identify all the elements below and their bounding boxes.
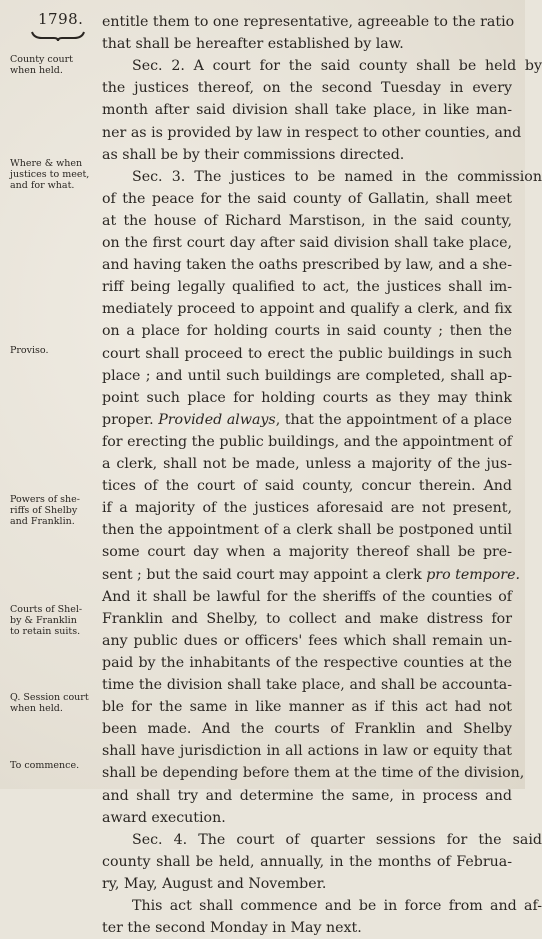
page-year: 1798.: [38, 10, 84, 28]
margin-note-text: County court: [10, 54, 73, 65]
body-line: tices of the court of said county, concur therein. And: [102, 478, 512, 495]
margin-note-text: Powers of she-: [10, 494, 80, 505]
margin-note-line: [10, 345, 102, 356]
margin-note-line: [10, 494, 102, 527]
body-line: time the division shall take place, and shall be accounta-: [102, 677, 512, 693]
body-line: And it shall be lawful for the sheriffs of the counties of: [102, 588, 512, 605]
body-line: ter the second Monday in May next.: [102, 920, 362, 937]
body-line: mediately proceed to appoint and qualify a clerk, and fix: [102, 301, 512, 318]
margin-note-text: riffs of Shelby: [10, 505, 78, 516]
body-line: riff being legally qualified to act, the justices shall im-: [102, 279, 512, 296]
body-line: point such place for holding courts as they may think: [102, 389, 512, 406]
pro-tempore-italic: pro tempore.: [426, 566, 520, 583]
body-line: sent ; but the said court may appoint a clerk pro tempore.: [102, 566, 520, 583]
body-line: Sec. 3. The justices to be named in the commission: [132, 168, 542, 185]
body-line: and having taken the oaths prescribed by law, and a she-: [102, 257, 512, 274]
body-line: paid by the inhabitants of the respective counties at the: [102, 654, 512, 671]
body-line: entitle them to one representative, agreeable to the ratio: [102, 14, 515, 30]
body-line: on the first court day after said division shall take place,: [102, 235, 512, 251]
proviso-rest: , that the appointment of a place: [275, 411, 512, 428]
margin-note-line: [10, 604, 102, 637]
body-line: ner as is provided by law in respect to other counties, and: [102, 124, 522, 141]
body-line: shall be depending before them at the time of the division,: [102, 765, 525, 782]
body-line: for erecting the public buildings, and the appointment of: [102, 433, 513, 450]
margin-note-text: Where & when: [10, 158, 83, 169]
margin-note-quarter-session: [10, 692, 102, 714]
margin-note-text: To commence.: [10, 760, 80, 771]
body-line: shall have jurisdiction in all actions in law or equity that: [102, 743, 512, 760]
margin-note-text: when held.: [10, 703, 63, 714]
body-line: award execution.: [102, 809, 226, 826]
margin-note-proviso: [10, 345, 102, 356]
body-line: ry, May, August and November.: [102, 875, 327, 892]
margin-note-text: justices to meet,: [10, 169, 90, 180]
margin-note-county-court: [10, 54, 102, 76]
body-line: on a place for holding courts in said county ; then the: [102, 323, 512, 340]
body-line: as shall be by their commissions directed.: [102, 146, 405, 163]
body-line: been made. And the courts of Franklin and Shelby: [102, 721, 512, 738]
margin-note-commence: [10, 760, 102, 771]
margin-note-text: and Franklin.: [10, 516, 75, 527]
body-line: and shall try and determine the same, in process and: [102, 787, 512, 804]
margin-note-text: Proviso.: [10, 345, 49, 356]
body-line: place ; and until such buildings are completed, shall ap-: [102, 367, 512, 384]
margin-note-line: [10, 158, 102, 191]
margin-note-line: [10, 692, 102, 714]
margin-note-text: when held.: [10, 65, 63, 76]
body-line: Franklin and Shelby, to collect and make distress for: [102, 610, 512, 627]
margin-note-line: [10, 54, 102, 76]
margin-note-text: Q. Session court: [10, 692, 89, 703]
margin-note-text: to retain suits.: [10, 626, 81, 637]
body-line: some court day when a majority thereof shall be pre-: [102, 544, 512, 561]
body-line: that shall be hereafter established by law.: [102, 36, 404, 53]
proviso-italic: Provided always: [158, 411, 276, 428]
margin-note-justices: [10, 158, 102, 191]
body-line: month after said division shall take place, in like man-: [102, 102, 512, 119]
margin-note-courts-retain: [10, 604, 102, 637]
body-line: court shall proceed to erect the public buildings in such: [102, 345, 512, 362]
body-line: then the appointment of a clerk shall be postponed until: [102, 522, 512, 539]
body-line: county shall be held, annually, in the months of Februa-: [102, 853, 512, 870]
margin-note-text: Courts of Shel-: [10, 604, 83, 615]
margin-note-text: and for what.: [10, 180, 75, 191]
body-line: proper. Provided always, that the appointment of a place: [102, 411, 512, 428]
body-line: the justices thereof, on the second Tuesday in every: [102, 80, 512, 97]
bracket-ornament-icon: [30, 28, 86, 42]
body-line: at the house of Richard Marstison, in the said county,: [102, 212, 512, 229]
body-line: of the peace for the said county of Gallatin, shall meet: [102, 190, 512, 207]
body-line: a clerk, shall not be made, unless a majority of the jus-: [102, 456, 512, 472]
body-line: Sec. 4. The court of quarter sessions for the said: [132, 831, 542, 848]
body-line: any public dues or officers' fees which shall remain un-: [102, 632, 512, 649]
margin-note-line: [10, 760, 102, 771]
margin-note-sheriffs: [10, 494, 102, 527]
body-line: Sec. 2. A court for the said county shall be held by: [132, 58, 542, 75]
body-line: ble for the same in like manner as if this act had not: [102, 699, 512, 716]
margin-note-text: by & Franklin: [10, 615, 77, 626]
body-line: This act shall commence and be in force from and af-: [132, 898, 542, 914]
body-line: if a majority of the justices aforesaid are not present,: [102, 500, 512, 517]
